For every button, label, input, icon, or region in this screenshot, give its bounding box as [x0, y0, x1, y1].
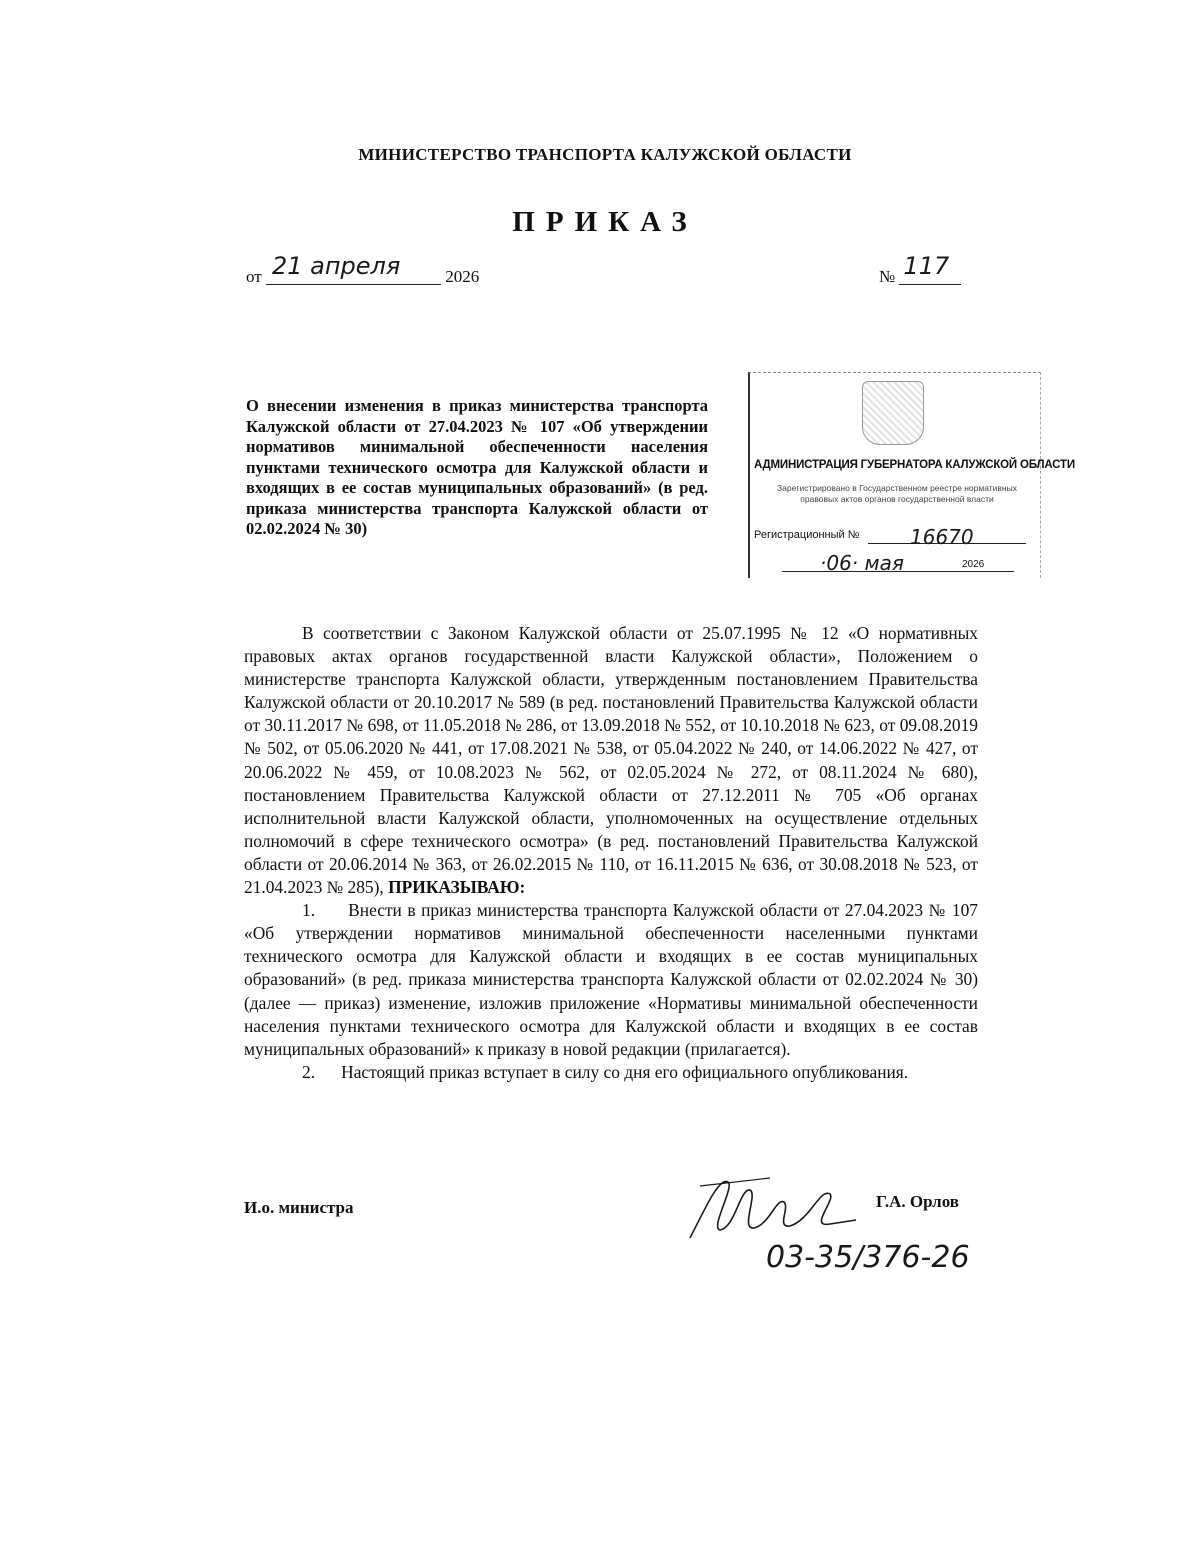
- handwritten-signature: [680, 1168, 860, 1248]
- handwritten-number: 117: [903, 252, 950, 280]
- handwritten-date: 21 апреля: [271, 252, 401, 280]
- preamble-text: В соответствии с Законом Калужской области от 25.07.1995 № 12 «О нормативных правовых актах органов государственной власти Калужской области», Положением о министерстве транспорта Калужской области, утвержденным постановлением Правительства Калужской области от 20.10.2017 № 589 (в ред. постановлений Правительства Калужской области от 30.11.2017 № 698, от 11.05.2018 № 286, от 13.09.2018 № 552, от 10.10.2018 № 623, от 09.08.2019 № 502, от 05.06.2020 № 441, от 17.08.2021 № 538, от 05.04.2022 № 240, от 14.06.2022 № 427, от 20.06.2022 № 459, от 10.08.2023 № 562, от 02.05.2024 № 272, от 08.11.2024 № 680), постановлением Правительства Калужской области от 27.12.2011 № 705 «Об органах исполнительной власти Калужской области, уполномоченных на осуществление отдельных полномочий в сфере технического осмотра» (в ред. постановлений Правительства Калужской области от 20.06.2014 № 363, от 26.02.2015 № 110, от 16.11.2015 № 636, от 30.08.2018 № 523, от 21.04.2023 № 285),: [244, 623, 978, 898]
- signatory-title: И.о. министра: [244, 1198, 354, 1217]
- coat-of-arms-icon: [862, 381, 924, 445]
- stamp-reg-year: 2026: [962, 559, 985, 570]
- document-type-title: ПРИКАЗ: [512, 206, 698, 238]
- number-label: №: [879, 267, 896, 286]
- item-2: 2. Настоящий приказ вступает в силу со дня его официального опубликования.: [302, 1061, 909, 1082]
- stamp-organization: АДМИНИСТРАЦИЯ ГУБЕРНАТОРА КАЛУЖСКОЙ ОБЛАСТИ: [754, 459, 1075, 471]
- number-line: [879, 252, 961, 287]
- document-body: [244, 622, 978, 1084]
- stamp-reg-date: ·06· мая: [820, 551, 904, 575]
- handwritten-outgoing-number: 03-35/376-26: [766, 1240, 970, 1275]
- stamp-reg-number: 16670: [910, 525, 974, 549]
- date-year: 2026: [445, 267, 480, 286]
- date-prefix: от: [246, 267, 262, 286]
- date-field: [266, 252, 441, 282]
- stamp-subtitle: Зарегистрировано в Государственном реестре нормативных правовых актов органов государственной власти: [777, 483, 1017, 504]
- signatory-name: Г.А. Орлов: [876, 1192, 959, 1211]
- date-line: [246, 252, 480, 287]
- ministry-heading: МИНИСТЕРСТВО ТРАНСПОРТА КАЛУЖСКОЙ ОБЛАСТИ: [358, 145, 852, 164]
- order-keyword: ПРИКАЗЫВАЮ:: [388, 877, 526, 898]
- registration-stamp: [748, 372, 1075, 578]
- preamble-paragraph: [244, 622, 978, 899]
- number-field: [899, 252, 961, 282]
- stamp-reg-label: Регистрационный №: [754, 529, 860, 541]
- item-1: 1. Внести в приказ министерства транспорта Калужской области от 27.04.2023 № 107 «Об утверждении нормативов минимальной обеспеченности населенными пунктами технического осмотра для Калужской области и входящих в ее состав муниципальных образований» (в ред. приказа министерства транспорта Калужской области от 02.02.2024 № 30) (далее — приказ) изменение, изложив приложение «Нормативы минимальной обеспеченности населения пунктами технического осмотра для Калужской области и входящих в ее состав муниципальных образований» к приказу в новой редакции (прилагается).: [244, 900, 978, 1059]
- document-subject: О внесении изменения в приказ министерства транспорта Калужской области от 27.04.2023 № 107 «Об утверждении нормативов минимальной обеспеченности населения пунктами технического осмотра для Калужской области и входящих в ее состав муниципальных образований» (в ред. приказа министерства транспорта Калужской области от 02.02.2024 № 30): [246, 396, 708, 538]
